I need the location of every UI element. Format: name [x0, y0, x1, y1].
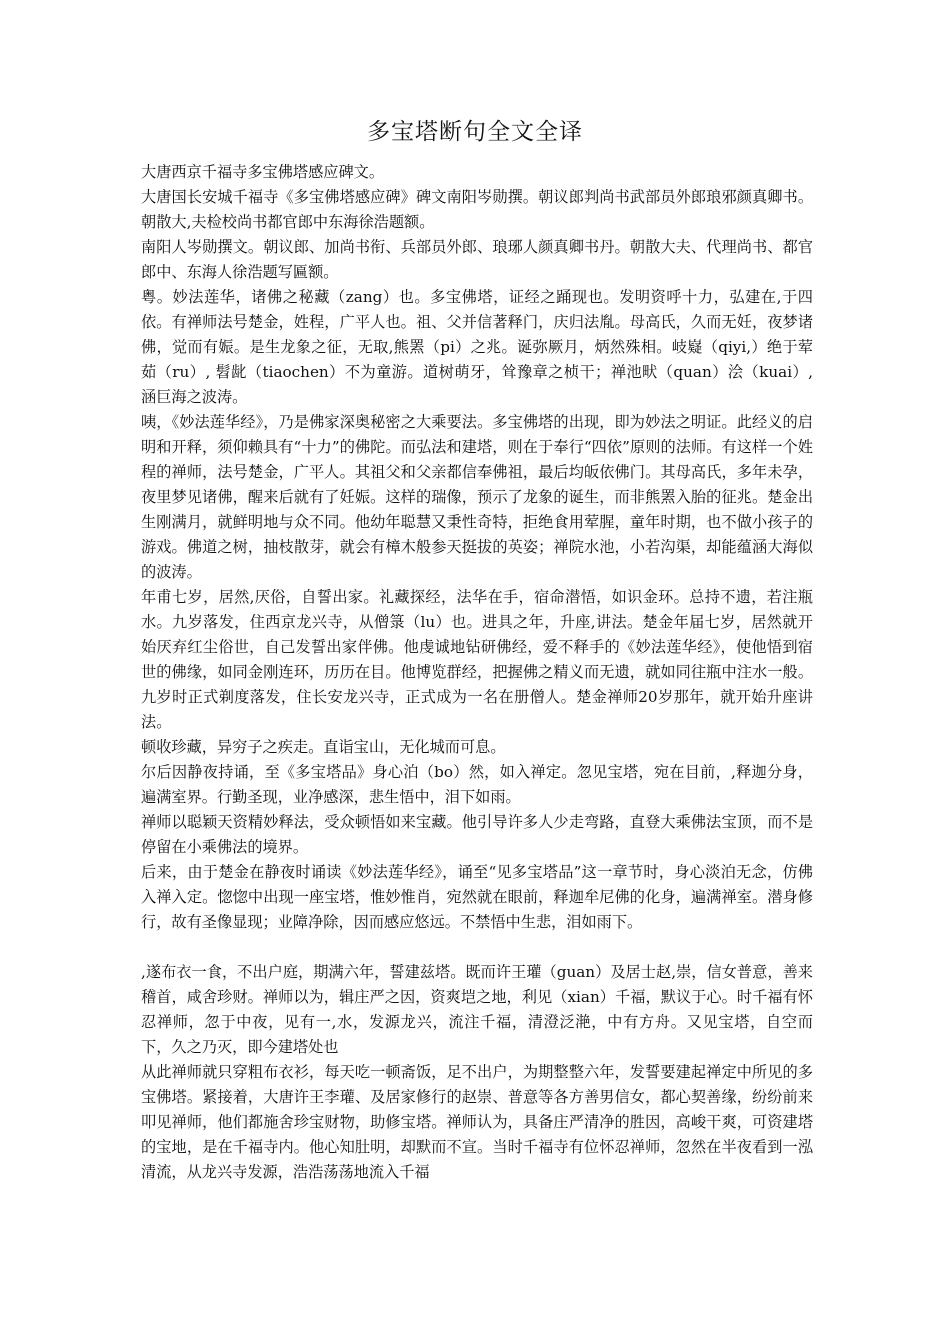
paragraph: 大唐国长安城千福寺《多宝佛塔感应碑》碑文南阳岑勋撰。朝议郎判尚书武部员外郎琅邪颜真卿书。朝散大,夫检校尚书都官郎中东海徐浩题额。 — [141, 188, 813, 231]
page-title: 多宝塔断句全文全译 — [367, 119, 583, 145]
paragraph: 南阳人岑勋撰文。朝议郎、加尚书衔、兵部员外郎、琅琊人颜真卿书丹。朝散大夫、代理尚书、都官郎中、东海人徐浩题写匾额。 — [141, 238, 813, 281]
document-body — [141, 160, 813, 1185]
paragraph: ,遂布衣一食，不出户庭，期满六年，誓建兹塔。既而许王瓘（guan）及居士赵,崇，信女普意，善来稽首，咸舍珍财。禅师以为，辑庄严之因，资爽垲之地，利见（xian）千福，默议于心。时千福有怀忍禅师，忽于中夜，见有一,水，发源龙兴，流注千福，清澄泛滟，中有方舟。又见宝塔，自空而下，久之乃灭，即今建塔处也 — [141, 963, 813, 1056]
paragraph: 咦，《妙法莲华经》，乃是佛家深奥秘密之大乘要法。多宝佛塔的出现，即为妙法之明证。此经义的启明和开释，须仰赖具有“十力”的佛陀。而弘法和建塔，则在于奉行“四依”原则的法师。有这样一个姓程的禅师，法号楚金，广平人。其祖父和父亲都信奉佛祖，最后均皈依佛门。其母高氏，多年未孕，夜里梦见诸佛，醒来后就有了妊娠。这样的瑞像，预示了龙象的诞生，而非熊罴入胎的征兆。楚金出生刚满月，就鲜明地与众不同。他幼年聪慧又秉性奇特，拒绝食用荤腥，童年时期，也不做小孩子的游戏。佛道之树，抽枝散芽，就会有樟木般参天挺拔的英姿；禅院水池，小若沟渠，却能蕴涵大海似的波涛。 — [141, 413, 813, 581]
paragraph: 从此禅师就只穿粗布衣衫，每天吃一顿斋饭，足不出户，为期整整六年，发誓要建起禅定中所见的多宝佛塔。紧接着，大唐许王李瓘、及居家修行的赵崇、普意等各方善男信女，都心契善缘，纷纷前来叩见禅师，他们都施舍珍宝财物，助修宝塔。禅师认为，具备庄严清净的胜因，高峻干爽，可资建塔的宝地，是在千福寺内。他心知肚明，却默而不宣。当时千福寺有位怀忍禅师，忽然在半夜看到一泓清流，从龙兴寺发源，浩浩荡荡地流入千福 — [141, 1063, 813, 1181]
paragraph: 大唐西京千福寺多宝佛塔感应碑文。 — [141, 163, 384, 181]
paragraph-spacer — [141, 935, 813, 960]
paragraph: 粤。妙法莲华，诸佛之秘藏（zang）也。多宝佛塔，证经之踊现也。发明资呼十力，弘建在,于四依。有禅师法号楚金，姓程，广平人也。祖、父并信著释门，庆归法胤。母高氏，久而无妊，夜梦诸佛，觉而有娠。是生龙象之征，无取,熊罴（pi）之兆。诞弥厥月，炳然殊相。岐嶷（qiyi,）绝于荤茹（ru）, 髫龀（tiaochen）不为童游。道树萌牙，耸豫章之桢干；禅池畎（quan）浍（kuai）, 涵巨海之波涛。 — [141, 288, 813, 406]
paragraph: 尔后因静夜持诵，至《多宝塔品》身心泊（bo）然，如入禅定。忽见宝塔，宛在目前，,释迦分身，遍满室界。行勤圣现，业净感深，悲生悟中，泪下如雨。 — [141, 763, 813, 806]
paragraph: 禅师以聪颖天资精妙释法，受众顿悟如来宝藏。他引导许多人少走弯路，直登大乘佛法宝顶，而不是停留在小乘佛法的境界。 — [141, 813, 813, 856]
paragraph: 后来，由于楚金在静夜时诵读《妙法莲华经》，诵至“见多宝塔品”这一章节时，身心淡泊无念，仿佛入禅入定。惚惚中出现一座宝塔，惟妙惟肖，宛然就在眼前，释迦牟尼佛的化身，遍满禅室。潜身修行，故有圣像显现；业障净除，因而感应悠远。不禁悟中生悲，泪如雨下。 — [141, 863, 813, 931]
paragraph: 顿收珍藏，异穷子之疾走。直诣宝山，无化城而可息。 — [141, 738, 506, 756]
paragraph: 年甫七岁，居然,厌俗，自誓出家。礼藏探经，法华在手，宿命潜悟，如识金环。总持不遗，若注瓶水。九岁落发，住西京龙兴寺，从僧箓（lu）也。进具之年，升座,讲法。楚金年届七岁，居然就开始厌弃红尘俗世，自己发誓出家伴佛。他虔诚地钻研佛经，爱不释手的《妙法莲华经》，使他悟到宿世的佛缘，如同金刚连环，历历在目。他博览群经，把握佛之精义而无遗，就如同往瓶中注水一般。九岁时正式剃度落发，住长安龙兴寺，正式成为一名在册僧人。楚金禅师20岁那年，就开始升座讲法。 — [141, 588, 813, 731]
